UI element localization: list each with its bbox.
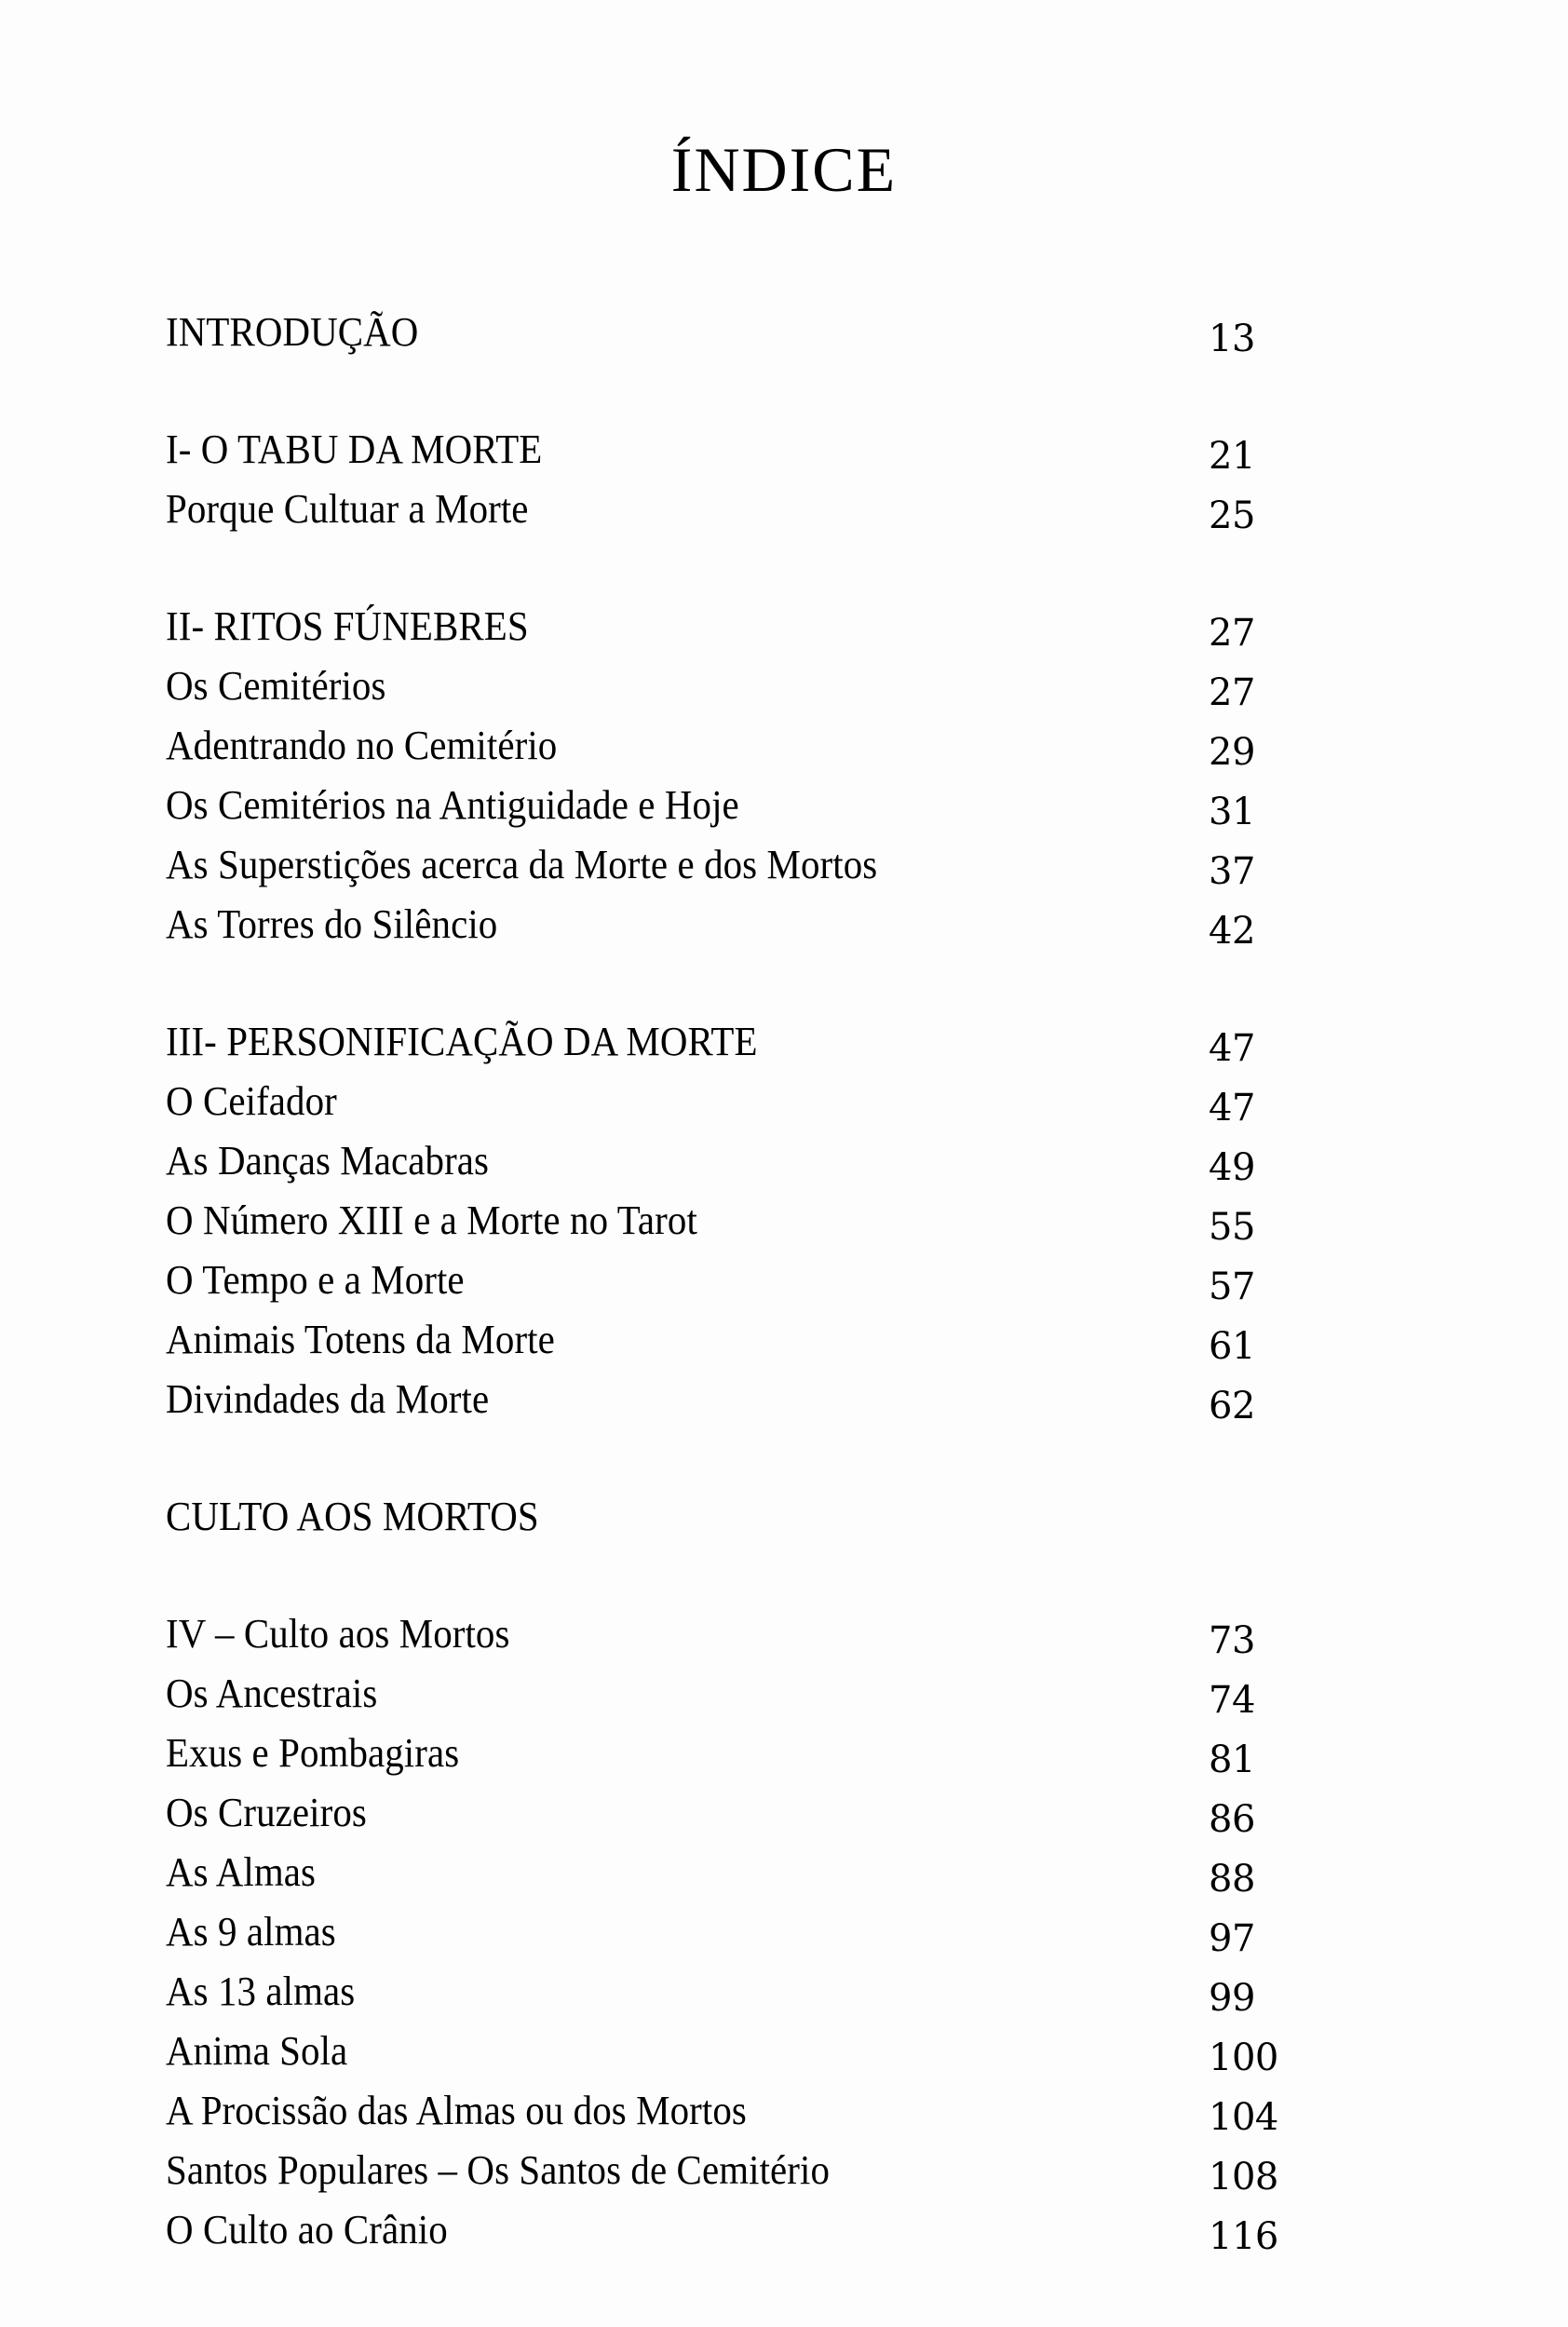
toc-entry-page-number: 27 bbox=[1209, 671, 1255, 714]
toc-entry-label: IV – Culto aos Mortos bbox=[166, 1611, 510, 1657]
toc-entry[interactable] bbox=[166, 1487, 1330, 1547]
toc-entry[interactable] bbox=[166, 2141, 1330, 2200]
toc-entry-page-number: 31 bbox=[1209, 791, 1255, 833]
group-separator bbox=[166, 954, 1330, 1012]
toc-entry-page-number: 108 bbox=[1209, 2156, 1278, 2198]
toc-entry[interactable] bbox=[166, 2081, 1330, 2141]
toc-entry-page-number: 81 bbox=[1209, 1738, 1255, 1781]
toc-entry[interactable] bbox=[166, 1962, 1330, 2022]
toc-entry-label: O Ceifador bbox=[166, 1078, 337, 1124]
toc-entry[interactable] bbox=[166, 2200, 1330, 2260]
toc-entry[interactable] bbox=[166, 1012, 1330, 1072]
toc-entry[interactable] bbox=[166, 895, 1330, 954]
toc-entry-page-number: 61 bbox=[1209, 1325, 1255, 1368]
toc-entry-label: As Superstições acerca da Morte e dos Mortos bbox=[166, 842, 878, 887]
toc-entry[interactable] bbox=[166, 1664, 1330, 1724]
toc-entry-label: Exus e Pombagiras bbox=[166, 1730, 460, 1776]
table-of-contents bbox=[166, 303, 1330, 2260]
toc-entry[interactable] bbox=[166, 1131, 1330, 1191]
toc-entry-page-number: 29 bbox=[1209, 731, 1255, 774]
toc-entry-label: As 9 almas bbox=[166, 1909, 336, 1955]
toc-entry-page-number: 74 bbox=[1209, 1679, 1255, 1722]
toc-entry-label: As Almas bbox=[166, 1849, 317, 1895]
group-separator bbox=[166, 1429, 1330, 1487]
toc-entry[interactable] bbox=[166, 776, 1330, 835]
toc-entry[interactable] bbox=[166, 1843, 1330, 1902]
toc-entry[interactable] bbox=[166, 1724, 1330, 1783]
toc-entry-page-number: 27 bbox=[1209, 612, 1255, 655]
toc-entry-page-number: 47 bbox=[1209, 1087, 1255, 1130]
toc-entry-page-number: 73 bbox=[1209, 1619, 1255, 1662]
group-separator bbox=[166, 1547, 1330, 1604]
toc-entry-label: I- O TABU DA MORTE bbox=[166, 426, 543, 472]
toc-entry-page-number: 97 bbox=[1209, 1917, 1255, 1960]
toc-entry-page-number: 62 bbox=[1209, 1385, 1255, 1427]
toc-group bbox=[166, 1012, 1330, 1429]
toc-entry-page-number: 21 bbox=[1209, 435, 1255, 478]
toc-entry-label: Porque Cultuar a Morte bbox=[166, 486, 529, 532]
group-separator bbox=[166, 362, 1330, 420]
toc-entry-page-number: 86 bbox=[1209, 1798, 1255, 1841]
toc-entry-page-number: 57 bbox=[1209, 1265, 1255, 1308]
toc-entry-label: III- PERSONIFICAÇÃO DA MORTE bbox=[166, 1019, 758, 1064]
toc-entry-label: Divindades da Morte bbox=[166, 1376, 490, 1422]
toc-entry-label: O Número XIII e a Morte no Tarot bbox=[166, 1197, 697, 1243]
toc-entry-page-number: 100 bbox=[1209, 2036, 1278, 2079]
toc-entry-label: Os Cruzeiros bbox=[166, 1790, 367, 1835]
toc-entry[interactable] bbox=[166, 716, 1330, 776]
toc-group bbox=[166, 1604, 1330, 2260]
toc-entry-label: Santos Populares – Os Santos de Cemitério bbox=[166, 2147, 831, 2193]
toc-entry-label: O Culto ao Crânio bbox=[166, 2207, 448, 2253]
page-title: ÍNDICE bbox=[670, 134, 898, 205]
toc-entry[interactable] bbox=[166, 1604, 1330, 1664]
toc-entry-label: Animais Totens da Morte bbox=[166, 1317, 555, 1362]
toc-entry-page-number: 99 bbox=[1209, 1977, 1255, 2020]
toc-entry[interactable] bbox=[166, 2022, 1330, 2081]
toc-entry[interactable] bbox=[166, 1072, 1330, 1131]
toc-entry-label: A Procissão das Almas ou dos Mortos bbox=[166, 2088, 747, 2133]
toc-entry-page-number: 42 bbox=[1209, 910, 1255, 953]
toc-entry-label: Os Cemitérios bbox=[166, 663, 386, 709]
toc-entry[interactable] bbox=[166, 1310, 1330, 1370]
toc-entry-page-number: 47 bbox=[1209, 1027, 1255, 1070]
toc-entry[interactable] bbox=[166, 480, 1330, 539]
toc-entry-label: CULTO AOS MORTOS bbox=[166, 1494, 539, 1539]
toc-entry-page-number: 55 bbox=[1209, 1206, 1255, 1249]
group-separator bbox=[166, 539, 1330, 597]
toc-entry-label: Adentrando no Cemitério bbox=[166, 723, 558, 768]
toc-group bbox=[166, 420, 1330, 539]
toc-entry-page-number: 49 bbox=[1209, 1146, 1255, 1189]
toc-entry-label: As Danças Macabras bbox=[166, 1138, 490, 1184]
toc-entry-label: O Tempo e a Morte bbox=[166, 1257, 465, 1303]
toc-group bbox=[166, 1487, 1330, 1547]
toc-group bbox=[166, 597, 1330, 954]
toc-entry[interactable] bbox=[166, 835, 1330, 895]
toc-entry[interactable] bbox=[166, 1251, 1330, 1310]
toc-entry-label: Os Ancestrais bbox=[166, 1671, 378, 1716]
toc-entry[interactable] bbox=[166, 1191, 1330, 1251]
toc-entry-page-number: 88 bbox=[1209, 1858, 1255, 1901]
toc-entry[interactable] bbox=[166, 1783, 1330, 1843]
toc-entry-label: As Torres do Silêncio bbox=[166, 901, 498, 947]
toc-entry-page-number: 37 bbox=[1209, 850, 1255, 893]
toc-entry[interactable] bbox=[166, 1370, 1330, 1429]
toc-entry-label: Anima Sola bbox=[166, 2028, 348, 2074]
toc-group bbox=[166, 303, 1330, 362]
toc-entry-label: As 13 almas bbox=[166, 1968, 356, 2014]
toc-entry-page-number: 104 bbox=[1209, 2096, 1278, 2139]
toc-entry[interactable] bbox=[166, 597, 1330, 656]
toc-entry[interactable] bbox=[166, 1902, 1330, 1962]
toc-entry[interactable] bbox=[166, 420, 1330, 480]
toc-entry-label: II- RITOS FÚNEBRES bbox=[166, 603, 529, 649]
toc-entry[interactable] bbox=[166, 656, 1330, 716]
toc-entry-page-number: 116 bbox=[1209, 2215, 1278, 2258]
toc-entry[interactable] bbox=[166, 303, 1330, 362]
toc-entry-page-number: 25 bbox=[1209, 494, 1255, 537]
toc-entry-label: Os Cemitérios na Antiguidade e Hoje bbox=[166, 782, 739, 828]
toc-entry-label: INTRODUÇÃO bbox=[166, 309, 419, 355]
toc-entry-page-number: 13 bbox=[1209, 318, 1255, 360]
